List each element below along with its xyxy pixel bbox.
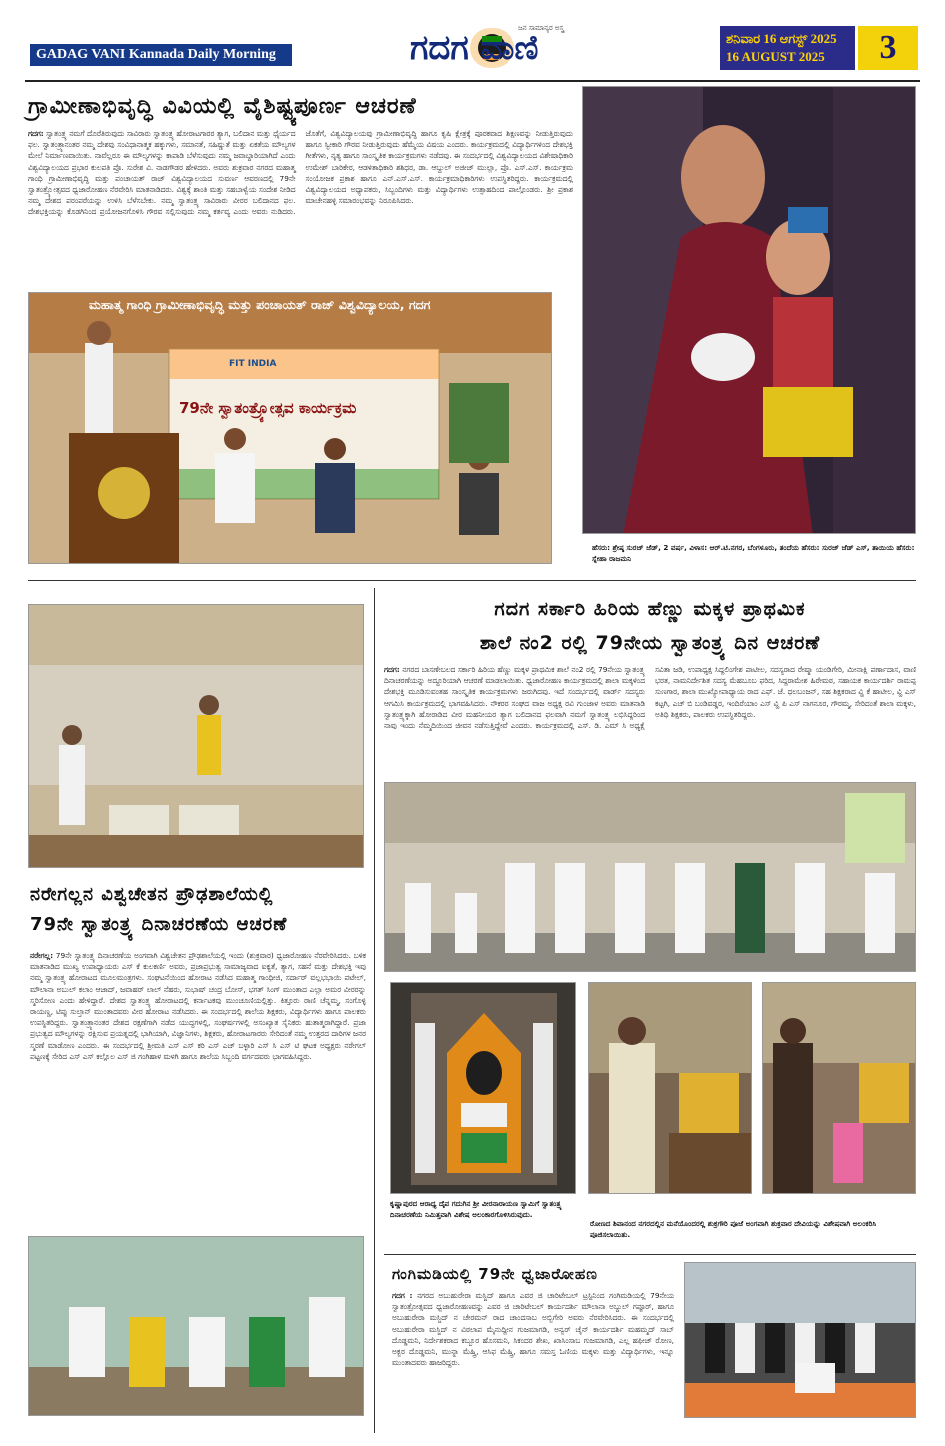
logo-tagline: ಜನ ಸಾಮಾನ್ಯರ ಅಸ್ತ್ರ [518, 24, 565, 32]
column-divider [374, 588, 375, 1433]
masthead-rule [25, 80, 920, 82]
temple-deity-photo [390, 982, 576, 1194]
story2-body [384, 664, 916, 776]
students-award-photo [28, 1236, 364, 1416]
story3-body [30, 950, 366, 1230]
university-event-photo [28, 292, 552, 564]
edition-label: GADAG VANI Kannada Daily Morning [30, 44, 292, 66]
banner-university-name: ಮಹಾತ್ಮ ಗಾಂಧಿ ಗ್ರಾಮೀಣಾಭಿವೃದ್ಧಿ ಮತ್ತು ಪಂಚಾಯತ್ ರಾಜ್ ವಿಶ್ವವಿದ್ಯಾಲಯ, ಗದಗ [89, 297, 431, 312]
gangimadi-flag-hoisting-photo [684, 1262, 916, 1418]
pooja-photo-right [762, 982, 916, 1194]
story4-dateline: ಗದಗ : [392, 1291, 413, 1300]
issue-date [720, 26, 855, 70]
story3-headline-line2: 79ನೇ ಸ್ವಾತಂತ್ರ್ಯ ದಿನಾಚರಣೆಯ ಆಚರಣೆ [30, 914, 288, 935]
fit-india-logo: FIT INDIA [229, 359, 277, 369]
story3-headline-line1: ನರೇಗಲ್ಲನ ವಿಶ್ವಚೇತನ ಪ್ರೌಢಶಾಲೆಯಲ್ಲಿ [30, 884, 274, 905]
story2-text: ನಗರದ ಬಾಸಣೇಬಲದ ಸರ್ಕಾರಿ ಹಿರಿಯ ಹೆಣ್ಣು ಮಕ್ಕಳ ಪ್ರಾಥಮಿಕ ಶಾಲೆ ನಂ2 ರಲ್ಲಿ 79ನೇಯ ಸ್ವಾತಂತ್ರ್ಯ ದಿನಾಚರಣೆಯನ್ನು ಅದ್ದೂರಿಯಾಗಿ ಆಚರಣೆ ಮಾಡಲಾಯಿತು. ಧ್ವಜಾರೋಹಣ ಕಾರ್ಯಕ್ರಮದಲ್ಲಿ ಶಾಲಾ ಮಕ್ಕಳಿಂದ ದೇಶಭಕ್ತಿ ಮೂಡಿಸುವಂತಹ ಸಾಂಸ್ಕೃತಿಕ ಕಾರ್ಯಕ್ರಮಗಳು ಜರುಗಿದವು. ಇದೆ ಸಂದರ್ಭದಲ್ಲಿ ವಾರ್ಡ್ ಸದಸ್ಯರು ಆಗಮಿಸಿ ಕಾರ್ಯಕ್ರಮದಲ್ಲಿ ಭಾಗವಹಿಸಿದರು. ನೌಕರರ ಸಂಘದ ವಾಜ ಅಧ್ಯಕ್ಷ ರವಿ ಗುಂಜಾಳ ಅವರು ಮಾತನಾಡಿ ಸ್ವಾತಂತ್ರ್ಯಕ್ಕಾಗಿ ಹೋರಾಡಿದ ವೀರ ಮಹನೀಯರ ತ್ಯಾಗ ಬಲಿದಾನದ ಫಲವಾಗಿ ನಮಗೆ ಸ್ವಾತಂತ್ರ್ಯ ಲಭಿಸಿದ್ದರಿಂದ ನಾವು ಇಂದು ನೆಮ್ಮದಿಯಿಂದ ಜೀವನ ನಡೆಸುತ್ತಿದ್ದೇವೆ ಎಂದರು. ಕಾರ್ಯಕ್ರಮದಲ್ಲಿ ಎಸ್. ಡಿ. ಎಮ್ ಸಿ ಅಧ್ಯಕ್ಷೆ ಸವಿತಾ ಜಡಿ, ಉಪಾಧ್ಯಕ್ಷ ಸಿದ್ದಲಿಂಗೇಶ ಪಾಟೀಲ, ಸದಸ್ಯರಾದ ರೇಷ್ಮಾ ಯಂಡಿಗೇರಿ, ಮೀನಾಕ್ಷಿ ಪರ್ಣಾದಾಸ, ವಾಣಿ ಭರತ, ನಾಮನಿರ್ದೇಶಿತ ಸದಸ್ಯ ಮೆಹಬೂಬ ಫರಿದ, ಸಿದ್ದರಾಮೇಶ ಹಿರೇಮಠ, ಸಹಾಯಕ ಕಾರ್ಯದರ್ಶಿ ರಾಮಪ್ಪ ಸುಣಗಾರ, ಶಾಲಾ ಮುಖ್ಯೋಪಾಧ್ಯಾಯ ರಾದ ಎಫ್. ಜೆ. ಧಲಬಂಜನ್, ಸಹ ಶಿಕ್ಷಕರಾದ ವ್ಹಿ ಕೆ ಹಾಟೀಲ, ವ್ಹಿ ಎಸ್ ಕಟ್ಟಗಿ, ಎಚ್ ಬಿ ಬಂಡಿವಡ್ಡರ, ಇಂದಿರೆಯಾಂ ಎಸ್ ವ್ಹಿ ಪಿ ಎಸ್ ನಾಗನೂರ, ಗೌರಮ್ಮ, ಸೇರಿದಂತೆ ಶಾಲಾ ಮಕ್ಕಳು, ಅತಿಥಿ ಶಿಕ್ಷಕರು, ಪಾಲಕರು ಉಪಸ್ಥಿತರಿದ್ದರು. [384, 665, 916, 731]
section-divider [28, 580, 916, 581]
temple-photo-caption: ಕೃಷ್ಣಾಪುರದ ಆರಾಧ್ಯ ದೈವ ಗದುಗಿನ ಶ್ರೀ ವೀರನಾರಾಯಣ ಸ್ವಾಮಿಗೆ ಸ್ವಾತಂತ್ರ್ಯ ದಿನಾಚರಣೆಯ ನಿಮಿತ್ತವಾಗಿ ವಿಶೇಷ ಅಲಂಕಾರಗೊಳಿಸಿರುವುದು. [390, 1199, 562, 1219]
school-students-photo [384, 782, 916, 972]
story4-headline: ಗಂಗಿಮಡಿಯಲ್ಲಿ 79ನೇ ಧ್ವಜಾರೋಹಣ [392, 1265, 598, 1283]
page-number: 3 [858, 26, 918, 70]
story2-dateline: ಗದಗ: [384, 665, 400, 674]
logo-word-left: ಗದಗ ವಾಣಿ [410, 28, 539, 68]
date-english: 16 AUGUST 2025 [726, 49, 825, 64]
school-flag-hoisting-photo [28, 604, 364, 868]
story1-body [28, 128, 573, 286]
story4-text: ನಗರದ ಅಬುಹುರೇರಾ ಮಸ್ಜಿದ್ ಹಾಗೂ ಎವರ ಜಿ ಚಾರಿಟೇಬಲ್ ಟ್ರಸ್ಟಿನಿಂದ ಗಂಗಿಮಡಿಯಲ್ಲಿ 79ನೇಯ ಸ್ವಾತಂತ್ರೋತ್ಸವದ ಧ್ವಜಾರೋಹಣವನ್ನು ಎವರ ಜಿ ಚಾರಿಟೇಬಲ್ ಕಾರ್ಯದರ್ಶಿ ಮೌಲಾನಾ ಅಬ್ದುಲ್ ಗಪ್ಪೂರ್, ಹಾಗೂ ಅಬುಹುರೇರಾ ಮಸ್ಜಿದ್ ನ ಚೇರಮನ್ ರಾದ ಚಾಂದಸಾಬ ಅಬ್ಬಿಗೇರಿ ಅವರು ನೆರವೇರಿಸಿದರು. ಈ ಸಂದರ್ಭದಲ್ಲಿ ಅಬುಹುರೇರಾ ಮಸ್ಜಿದ್ ನ ವಿಠಲಾಪ ಮೈನುದ್ದೀನ ಗುಜಮಾಗಡಿ, ಅನ್ವರ್ ಚೈನ್ ಕಾರ್ಯದರ್ಶಿ ಮಹಮ್ಮದ್ ಸಾಬ್ ದೊಡ್ಡಮನಿ, ನಿರ್ದೇಶಕರಾದ ಕಬ್ಬೂರ ಹೊಸಮನಿ, ಸಿಕಂದರ ಶೇಖ, ಖಾಸಿಂಸಾಬ ಗುಜಮಾಗಡಿ, ಎಲ್ಲ ಹಫೀಜ್ ರೋಣ, ಅಕ್ಬರ ದೊಡ್ಡಮನಿ, ಮುನ್ನಾ ಮೆಹ್ತ್ರಿ, ಆಸಿಫ ಮೆಹ್ತ್ರಿ, ಹಾಗೂ ಸಮಸ್ತ ಓಣಿಯ ಮಕ್ಕಳು ಮತ್ತು ವಿದ್ಯಾರ್ಥಿಗಳು, ಇನ್ನೂ ಮುಂತಾದವರು ಹಾಜರಿದ್ದರು. [392, 1291, 674, 1368]
masthead [0, 0, 945, 82]
pooja-photo-caption: ರೋಣದ ಶಿವಾನಂದ ನಗರದಲ್ಲಿನ ಮನೆಯೊಂದರಲ್ಲಿ ಶುಕ್ರಗೌರಿ ಪೂಜೆ ಅಂಗವಾಗಿ ಶುಕ್ರವಾರ ದೇವಿಯನ್ನು ವಿಶೇಷವಾಗಿ ಅಲಂಕರಿಸಿ ಪೂಜಿಸಲಾಯಿತು. [590, 1219, 877, 1239]
child-photo-caption: ಹೆಸರು: ಶ್ರೇಷ್ಠ ಸುರಜ್ ಜೆಡ್, 2 ವರ್ಷ, ವಿಳಾಸ: ಆರ್.ಟಿ.ನಗರ, ಬೆಂಗಳೂರು, ತಂದೆಯ ಹೆಸರು: ಸುರಜ್ ಜೆಡ್ ಎಸ್, ತಾಯಿಯ ಹೆಸರು: ಸ್ನೇಹಾ ರಾಜಮನಿ [592, 543, 915, 563]
story2-headline [384, 592, 916, 660]
story2-headline-line1: ಗದಗ ಸರ್ಕಾರಿ ಹಿರಿಯ ಹೆಣ್ಣು ಮಕ್ಕಳ ಪ್ರಾಥಮಿಕ [494, 598, 806, 620]
story1-headline: ಗ್ರಾಮೀಣಾಭಿವೃದ್ಧಿ ವಿವಿಯಲ್ಲಿ ವೈಶಿಷ್ಟ್ಯಪೂರ್ಣ ಆಚರಣೆ [28, 94, 417, 119]
story3-text: 79ನೇ ಸ್ವಾತಂತ್ರ್ಯ ದಿನಾಚರಣೆಯ ಅಂಗವಾಗಿ ವಿಶ್ವಚೇತನ ಪ್ರೌಢಶಾಲೆಯಲ್ಲಿ ಇಂದು (ಶುಕ್ರವಾರ) ಧ್ವಜಾರೋಹಣ ನೆರವೇರಿಸಿದರು. ಬಳಿಕ ಮಾತನಾಡಿದ ಮುಖ್ಯ ಉಪಾಧ್ಯಾಯರು ಎಸ್ ಕೆ ಕುಲಕರ್ಣಿ ಅವರು, ಪ್ರಜಾಪ್ರಭುತ್ವ ಸಾಮಾಜ್ಯವಾದ ಐಕ್ಯತೆ, ತ್ಯಾಗ, ಸಹನೆ ಮತ್ತು ದೇಶಭಕ್ತಿ ಇವು ನಮ್ಮ ಸ್ವಾತಂತ್ರ್ಯ ಹೋರಾಟದ ಮೂಲಮಂತ್ರಗಳು. ಸಂಘಟನೆಯಿಂದ ಹೋರಾಟ ನಡೆಸಿದ ಮಹಾತ್ಮ ಗಾಂಧೀಜಿ, ಸರ್ದಾರ್ ವಲ್ಲಭಭಾಯಿ ಪಟೇಲ್, ಮೌಲಾನಾ ಅಬುಲ್ ಕಲಾಂ ಆಜಾದ್, ಜವಾಹರ್ ಲಾಲ್ ನೆಹರು, ಸುಭಾಷ್ ಚಂದ್ರ ಬೋಸ್, ಭಗತ್ ಸಿಂಗ್ ಮುಂತಾದ ಎಲ್ಲಾ ಅಮರ ವೀರರನ್ನು ಸ್ಮರಿಸೋಣ ಎಂದು ಹೇಳಿದ್ದಾರೆ. ದೇಶದ ಸ್ವಾತಂತ್ರ್ಯ ಹೋರಾಟದಲ್ಲಿ ಕರ್ನಾಟಕವು ಮುಂಚೂಣಿಯಲ್ಲಿತ್ತು. ಕಿತ್ತೂರು ರಾಣಿ ಚೆನ್ನಮ್ಮ, ಸಂಗೊಳ್ಳಿ ರಾಯಣ್ಣ, ಟಿಪ್ಪು ಸುಲ್ತಾನ್ ಮುಂತಾದವರು ವೀರ ಹೋರಾಟ ನಡೆಸಿದರು. ಈ ಸಂದರ್ಭದಲ್ಲಿ ಶಾಲೆಯ ಶಿಕ್ಷಕರು, ವಿದ್ಯಾರ್ಥಿಗಳು ಹಾಗೂ ಪಾಲಕರು ಉಪಸ್ಥಿತರಿದ್ದರು. ಸ್ವಾತಂತ್ರ್ಯಾನಂತರ ದೇಶದ ರಕ್ಷಣೆಗಾಗಿ ನಡೆದ ಯುದ್ಧಗಳಲ್ಲಿ, ಸಂಘರ್ಷಗಳಲ್ಲಿ ಅಸಂಖ್ಯಾತ ಸೈನಿಕರು ಹುತಾತ್ಮರಾಗಿದ್ದಾರೆ. ಪ್ರಜಾ ಪ್ರಭುತ್ವದ ಮೌಲ್ಯಗಳನ್ನು ರಕ್ಷಿಸುವ ಪ್ರಯತ್ನದಲ್ಲಿ ಭಾಗಿಯಾಗಿ, ವಿಜ್ಞಾನಿಗಳು, ಶಿಕ್ಷಕರು, ಹೋರಾಟಗಾರರು ಸೇರಿದಂತೆ ನಮ್ಮ ಉತ್ತರದ ದಾರಿಗಳ ಜನರ ಸ್ಮರಣೆ ಮಾಡೋಣ ಎಂದರು. ಈ ಸಂದರ್ಭದಲ್ಲಿ ಶ್ರೀಮತಿ ಎಸ್ ಎಸ್ ಕರಿ ಎಸ್ ಎಚ್ ಬಳ್ಳಾರಿ ಎಸ್ ಸಿ ಎಸ್ ಟಿ ಘಟಕ ಅಧ್ಯಕ್ಷರು ನರೇಗಲ್ ಪಟ್ಟಣಕ್ಕೆ ಸೇರಿದ ಎಸ್ ಎಸ್ ಕಲ್ಲೊಲ ಎಸ್ ಜಿ ಗಂಗಿಹಾಳ ಮಳಗಿ ಹಾಗೂ ಶಾಲೆಯ ಸಿಬ್ಬಂದಿ ವರ್ಗದವರು ಭಾಗವಹಿಸಿದ್ದರು. [30, 951, 366, 1061]
story3-headline [30, 880, 370, 940]
story1-dateline: ಗದಗ: [28, 129, 44, 138]
date-kannada: ಶನಿವಾರ 16 ಆಗಸ್ಟ್ 2025 [726, 31, 837, 46]
newspaper-logo [410, 22, 610, 74]
story4-body [392, 1290, 674, 1420]
story4-divider [384, 1254, 916, 1255]
banner-event-title: 79ನೇ ಸ್ವಾತಂತ್ರ್ಯೋತ್ಸವ ಕಾರ್ಯಕ್ರಮ [179, 399, 357, 417]
story3-dateline: ನರೇಗಲ್ಲ: [30, 951, 54, 960]
pooja-photo-left [588, 982, 752, 1194]
child-krishna-photo [582, 86, 916, 534]
story1-text: ಸ್ವಾತಂತ್ರ್ಯ ನಮಗೆ ದೊರೆತಿರುವುದು ಸಾವಿರಾರು ಸ್ವಾತಂತ್ರ್ಯ ಹೋರಾಟಗಾರರ ತ್ಯಾಗ, ಬಲಿದಾನ ಮತ್ತು ಧೈರ್ಯದ ಫಲ. ಸ್ವಾತಂತ್ರ್ಯಾನಂತರ ನಮ್ಮ ದೇಶವು ಸಂವಿಧಾನಾತ್ಮಕ ಹಕ್ಕುಗಳು, ಸಮಾನತೆ, ಸಹಿಷ್ಣುತೆ ಮತ್ತು ಏಕತೆಯ ಮೌಲ್ಯಗಳ ಮೇಲೆ ನಿರ್ಮಾಣವಾಯಿತು. ನಾವೆಲ್ಲರೂ ಈ ಮೌಲ್ಯಗಳನ್ನು ಕಾಪಾಡಿ ಬೆಳೆಸುವುದು ನಮ್ಮ ಜವಾಬ್ದಾರಿಯಾಗಿದೆ ಎಂದು ವಿಶ್ವವಿದ್ಯಾಲಯದ ಪ್ರಭಾರ ಕುಲಪತಿ ಪ್ರೊ. ಸುರೇಶ ವಿ. ನಾಡಗೌಡರ ಹೇಳಿದರು. ಅವರು ಶುಕ್ರವಾರ ನಗರದ ಮಹಾತ್ಮ ಗಾಂಧಿ ಗ್ರಾಮೀಣಾಭಿವೃದ್ಧಿ ಮತ್ತು ಪಂಚಾಯತ್ ರಾಜ್ ವಿಶ್ವವಿದ್ಯಾಲಯದ ಸುವರ್ಣ ಆವರಣದಲ್ಲಿ 79ನೇ ಸ್ವಾತಂತ್ರ್ಯೋತ್ಸವದ ಧ್ವಜಾರೋಹಣ ನೆರವೇರಿಸಿ ಮಾತನಾಡಿದರು. ವಿಶ್ವಕ್ಕೆ ಶಾಂತಿ ಮತ್ತು ಸಹಬಾಳ್ವೆಯ ಸಂದೇಶ ನೀಡಿದ ನಮ್ಮ ದೇಶದ ಪರಂಪರೆಯನ್ನು ಉಳಿಸಿ ಬೆಳೆಸಬೇಕು. ನಮ್ಮ ಸ್ವಾತಂತ್ರ್ಯ ಸಾವಿರಾರು ವೀರರ ಬಲಿದಾನದ ಫಲ. ದೇಶಭಕ್ತಿಯನ್ನು ಕೊಡಗಿನಿಂದ ಪ್ರಯೋಜನಗೊಳಿಸಿ ಗೌರವ ಸಲ್ಲಿಸುವುದು ನಮ್ಮ ಕರ್ತವ್ಯ ಎಂದು ಅವರು ನುಡಿದರು. ಜೊತೆಗೆ, ವಿಶ್ವವಿದ್ಯಾಲಯವು ಗ್ರಾಮೀಣಾಭಿವೃದ್ಧಿ ಹಾಗೂ ಕೃಷಿ ಕ್ಷೇತ್ರಕ್ಕೆ ಪೂರಕವಾದ ಶಿಕ್ಷಣವನ್ನು ನೀಡುತ್ತಿರುವುದು ಹಾಗೂ ಸ್ವೀಕಾರಿ ಗೌರವ ನೀಡುತ್ತಿರುವುದು ಹೆಮ್ಮೆಯ ವಿಷಯ ಎಂದರು. ಕಾರ್ಯಕ್ರಮದಲ್ಲಿ ವಿದ್ಯಾರ್ಥಿಗಳಿಂದ ದೇಶಭಕ್ತಿ ಗೀತೆಗಳು, ನೃತ್ಯ ಹಾಗೂ ಸಾಂಸ್ಕೃತಿಕ ಕಾರ್ಯಕ್ರಮಗಳು ನಡೆದವು. ಈ ಸಂದರ್ಭದಲ್ಲಿ ವಿಶ್ವವಿದ್ಯಾಲಯದ ವಿಶೇಷಾಧಿಕಾರಿ ಉಮೇಶ್ ಬಾರಿಕೇರ, ಆಡಳಿತಾಧಿಕಾರಿ ಶಶಿಧರ, ಡಾ. ಆಬ್ದುಲ್ ಅಜೀಜ್ ಮುಲ್ಲಾ, ಪ್ರೊ. ಎಸ್.ಎಸ್. ಕಾರ್ಯಕ್ರಮ ಸಂಯೋಜಕ ಪ್ರಕಾಶ ಹಾಗೂ ಎನ್.ಎಸ್.ಎಸ್. ಕಾರ್ಯಕ್ರಮಾಧಿಕಾರಿಗಳು ಉಪಸ್ಥಿತರಿದ್ದರು. ಕಾರ್ಯಕ್ರಮದಲ್ಲಿ ವಿಶ್ವವಿದ್ಯಾಲಯದ ಅಧ್ಯಾಪಕರು, ಸಿಬ್ಬಂದಿಗಳು ಮತ್ತು ವಿದ್ಯಾರ್ಥಿಗಳು ಉತ್ಸಾಹದಿಂದ ಪಾಲ್ಗೊಂಡರು. ಶ್ರೀ ಪ್ರಕಾಶ ಮಾಚೇನಹಳ್ಳಿ ಸಮಾರಂಭವನ್ನು ನಿರೂಪಿಸಿದರು. [28, 129, 573, 217]
story2-headline-line2: ಶಾಲೆ ನಂ2 ರಲ್ಲಿ 79ನೇಯ ಸ್ವಾತಂತ್ರ್ಯ ದಿನ ಆಚರಣೆ [479, 632, 821, 654]
